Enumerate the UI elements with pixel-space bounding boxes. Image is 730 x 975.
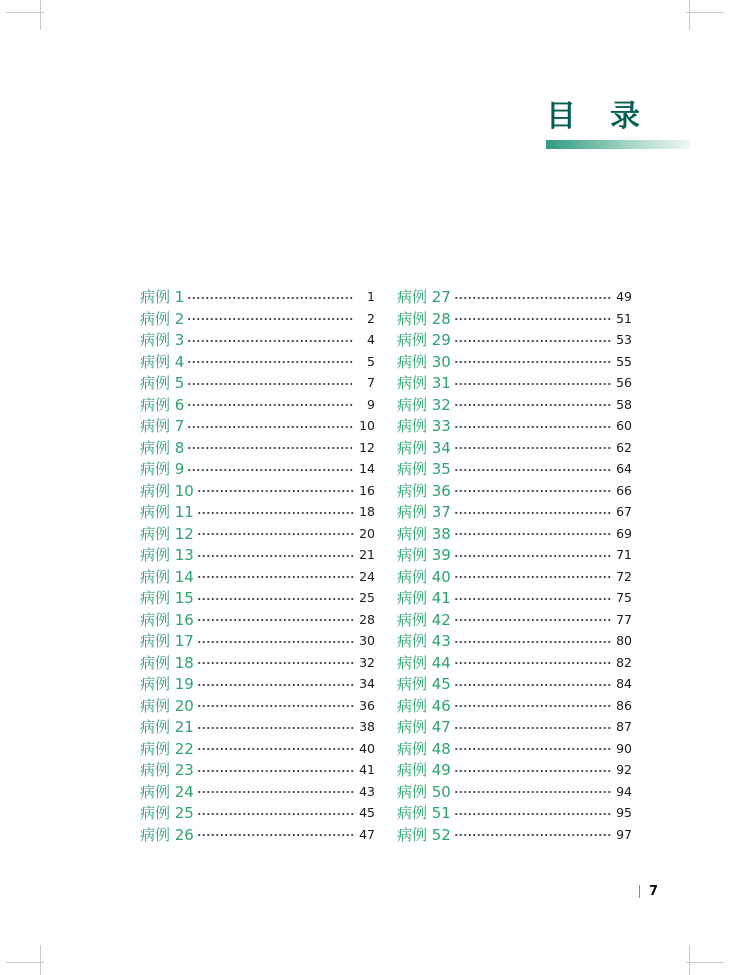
toc-entry-label: 病例 17 (140, 632, 194, 651)
toc-entry (140, 587, 375, 609)
toc-entry (140, 523, 375, 545)
crop-mark-bottom-right-horizontal (686, 962, 724, 963)
toc-entry-page: 10 (359, 418, 375, 434)
dot-leader (454, 551, 611, 561)
toc-entry-page: 67 (616, 504, 632, 520)
footer-divider (639, 885, 640, 898)
toc-column-right (397, 286, 632, 845)
toc-entry (397, 523, 632, 545)
toc-entry-page: 51 (616, 310, 632, 326)
toc-entry-page: 80 (616, 633, 632, 649)
dot-leader (454, 400, 611, 410)
dot-leader (197, 680, 354, 690)
toc-entry (397, 329, 632, 351)
toc-entry-page: 12 (359, 439, 375, 455)
toc-entry-page: 21 (359, 547, 375, 563)
dot-leader (454, 594, 611, 604)
toc-entry (140, 738, 375, 760)
toc-entry-page: 34 (359, 676, 375, 692)
toc-entry-page: 4 (367, 332, 375, 348)
toc-entry-label: 病例 44 (397, 653, 451, 672)
toc-entry (397, 802, 632, 824)
dot-leader (197, 787, 354, 797)
crop-mark-top-left-horizontal (6, 12, 44, 13)
toc-entry-page: 38 (359, 719, 375, 735)
toc-entry (397, 587, 632, 609)
toc-entry-label: 病例 38 (397, 524, 451, 543)
dot-leader (454, 809, 611, 819)
toc-entry-page: 95 (616, 805, 632, 821)
toc-entry-label: 病例 6 (140, 395, 185, 414)
crop-mark-bottom-right-vertical (689, 945, 690, 975)
toc-entry (397, 308, 632, 330)
toc-entry-label: 病例 46 (397, 696, 451, 715)
toc-entry (140, 673, 375, 695)
toc-entry (397, 566, 632, 588)
toc-entry (140, 372, 375, 394)
toc-entry-page: 25 (359, 590, 375, 606)
dot-leader (187, 357, 354, 367)
toc-entry (397, 480, 632, 502)
toc-entry-label: 病例 19 (140, 675, 194, 694)
dot-leader (454, 336, 611, 346)
toc-entry-label: 病例 16 (140, 610, 194, 629)
toc-entry-page: 1 (367, 289, 375, 305)
toc-column-left (140, 286, 375, 845)
toc-entry-page: 62 (616, 439, 632, 455)
toc-entry-page: 40 (359, 740, 375, 756)
toc-entry-label: 病例 32 (397, 395, 451, 414)
toc-entry-label: 病例 39 (397, 546, 451, 565)
toc-entry-label: 病例 24 (140, 782, 194, 801)
toc-entry-label: 病例 49 (397, 761, 451, 780)
toc-entry-label: 病例 35 (397, 460, 451, 479)
dot-leader (197, 701, 354, 711)
dot-leader (454, 486, 611, 496)
toc-entry (140, 329, 375, 351)
crop-mark-bottom-left-horizontal (6, 962, 44, 963)
toc-entry (397, 716, 632, 738)
toc-entry-label: 病例 30 (397, 352, 451, 371)
toc-entry-label: 病例 31 (397, 374, 451, 393)
toc-entry-page: 2 (367, 310, 375, 326)
dot-leader (197, 508, 354, 518)
dot-leader (197, 594, 354, 604)
toc-entry-page: 36 (359, 697, 375, 713)
toc-entry (140, 394, 375, 416)
toc-entry-label: 病例 2 (140, 309, 185, 328)
toc-entry-page: 64 (616, 461, 632, 477)
dot-leader (187, 336, 354, 346)
toc-entry (397, 286, 632, 308)
dot-leader (197, 529, 354, 539)
toc-entry-page: 43 (359, 783, 375, 799)
dot-leader (197, 551, 354, 561)
dot-leader (454, 744, 611, 754)
toc-entry-page: 87 (616, 719, 632, 735)
dot-leader (187, 443, 354, 453)
toc-entry (140, 802, 375, 824)
toc-entry-page: 53 (616, 332, 632, 348)
toc-entry-page: 97 (616, 826, 632, 842)
toc-entry-page: 72 (616, 568, 632, 584)
toc-entry-page: 86 (616, 697, 632, 713)
toc-entry (397, 673, 632, 695)
dot-leader (187, 293, 354, 303)
toc-entry-label: 病例 15 (140, 589, 194, 608)
toc-entry (397, 652, 632, 674)
toc-entry (397, 372, 632, 394)
toc-entry-page: 56 (616, 375, 632, 391)
dot-leader (454, 314, 611, 324)
toc-entry (140, 566, 375, 588)
toc-entry (140, 609, 375, 631)
toc-entry (397, 609, 632, 631)
toc-entry-label: 病例 22 (140, 739, 194, 758)
toc-entry (397, 759, 632, 781)
toc-entry-page: 75 (616, 590, 632, 606)
toc-entry (397, 415, 632, 437)
toc-entry-page: 41 (359, 762, 375, 778)
toc-entry-page: 55 (616, 353, 632, 369)
dot-leader (454, 830, 611, 840)
dot-leader (197, 615, 354, 625)
toc-entry (397, 544, 632, 566)
toc-entry-label: 病例 43 (397, 632, 451, 651)
toc-entry-label: 病例 51 (397, 804, 451, 823)
toc-entry (397, 630, 632, 652)
toc-entry (397, 501, 632, 523)
toc-entry-page: 47 (359, 826, 375, 842)
toc-entry (140, 759, 375, 781)
toc-entry (397, 458, 632, 480)
toc-entry-page: 14 (359, 461, 375, 477)
toc-entry (140, 351, 375, 373)
toc-entry (140, 437, 375, 459)
toc-entry-page: 58 (616, 396, 632, 412)
toc-entry (140, 824, 375, 846)
page-title: 目 录 (546, 99, 642, 134)
toc-entry-page: 32 (359, 654, 375, 670)
dot-leader (454, 658, 611, 668)
toc-entry-page: 82 (616, 654, 632, 670)
dot-leader (454, 422, 611, 432)
toc-entry-page: 28 (359, 611, 375, 627)
toc-entry (397, 695, 632, 717)
dot-leader (197, 658, 354, 668)
toc-entry (140, 695, 375, 717)
toc-entry-label: 病例 28 (397, 309, 451, 328)
toc-entry-label: 病例 1 (140, 288, 185, 307)
toc-entry-label: 病例 5 (140, 374, 185, 393)
toc-entry-label: 病例 10 (140, 481, 194, 500)
toc-entry-label: 病例 7 (140, 417, 185, 436)
toc-entry (397, 394, 632, 416)
table-of-contents (140, 286, 632, 845)
dot-leader (187, 422, 354, 432)
dot-leader (197, 744, 354, 754)
toc-entry-label: 病例 13 (140, 546, 194, 565)
toc-entry (140, 415, 375, 437)
toc-entry (140, 458, 375, 480)
dot-leader (454, 701, 611, 711)
toc-entry-label: 病例 42 (397, 610, 451, 629)
dot-leader (454, 615, 611, 625)
crop-mark-top-right-vertical (689, 0, 690, 30)
dot-leader (454, 443, 611, 453)
toc-entry-page: 69 (616, 525, 632, 541)
toc-entry-label: 病例 37 (397, 503, 451, 522)
toc-entry-page: 5 (367, 353, 375, 369)
toc-entry-label: 病例 45 (397, 675, 451, 694)
toc-entry-page: 94 (616, 783, 632, 799)
toc-entry-page: 49 (616, 289, 632, 305)
title-underline-bar (546, 140, 690, 149)
toc-entry (397, 437, 632, 459)
toc-entry-label: 病例 14 (140, 567, 194, 586)
dot-leader (454, 572, 611, 582)
toc-entry (140, 630, 375, 652)
dot-leader (187, 465, 354, 475)
toc-entry-page: 92 (616, 762, 632, 778)
toc-entry-page: 9 (367, 396, 375, 412)
toc-entry-label: 病例 34 (397, 438, 451, 457)
toc-entry-page: 84 (616, 676, 632, 692)
toc-entry-label: 病例 36 (397, 481, 451, 500)
dot-leader (197, 723, 354, 733)
page-footer (639, 884, 658, 899)
toc-entry-page: 16 (359, 482, 375, 498)
toc-entry-label: 病例 33 (397, 417, 451, 436)
toc-entry-label: 病例 41 (397, 589, 451, 608)
dot-leader (454, 529, 611, 539)
dot-leader (454, 723, 611, 733)
dot-leader (197, 572, 354, 582)
toc-entry-page: 18 (359, 504, 375, 520)
toc-entry-page: 24 (359, 568, 375, 584)
toc-entry-label: 病例 8 (140, 438, 185, 457)
dot-leader (454, 787, 611, 797)
dot-leader (197, 830, 354, 840)
toc-entry (397, 351, 632, 373)
title-block (546, 100, 690, 149)
toc-entry-page: 45 (359, 805, 375, 821)
toc-entry-label: 病例 18 (140, 653, 194, 672)
dot-leader (454, 379, 611, 389)
dot-leader (454, 465, 611, 475)
dot-leader (197, 766, 354, 776)
toc-entry-label: 病例 47 (397, 718, 451, 737)
dot-leader (454, 357, 611, 367)
toc-entry-label: 病例 20 (140, 696, 194, 715)
toc-entry-label: 病例 25 (140, 804, 194, 823)
crop-mark-top-left-vertical (40, 0, 41, 30)
crop-mark-top-right-horizontal (686, 12, 724, 13)
toc-entry-page: 20 (359, 525, 375, 541)
toc-entry-label: 病例 40 (397, 567, 451, 586)
toc-entry (140, 286, 375, 308)
toc-entry-label: 病例 4 (140, 352, 185, 371)
dot-leader (187, 400, 354, 410)
dot-leader (454, 508, 611, 518)
toc-entry (140, 501, 375, 523)
dot-leader (454, 680, 611, 690)
dot-leader (197, 486, 354, 496)
toc-entry-page: 60 (616, 418, 632, 434)
toc-entry-label: 病例 29 (397, 331, 451, 350)
toc-entry-page: 90 (616, 740, 632, 756)
toc-entry (140, 308, 375, 330)
toc-entry-page: 77 (616, 611, 632, 627)
crop-mark-bottom-left-vertical (40, 945, 41, 975)
toc-entry-page: 71 (616, 547, 632, 563)
toc-entry-label: 病例 27 (397, 288, 451, 307)
toc-entry-label: 病例 11 (140, 503, 194, 522)
toc-entry-label: 病例 21 (140, 718, 194, 737)
toc-entry (140, 716, 375, 738)
dot-leader (187, 379, 354, 389)
dot-leader (187, 314, 354, 324)
toc-entry-page: 7 (367, 375, 375, 391)
toc-entry-label: 病例 3 (140, 331, 185, 350)
toc-entry-label: 病例 23 (140, 761, 194, 780)
dot-leader (454, 637, 611, 647)
toc-entry-page: 66 (616, 482, 632, 498)
toc-entry-label: 病例 52 (397, 825, 451, 844)
toc-entry (397, 781, 632, 803)
toc-entry (140, 781, 375, 803)
toc-entry (140, 480, 375, 502)
dot-leader (454, 766, 611, 776)
dot-leader (197, 809, 354, 819)
toc-entry-page: 30 (359, 633, 375, 649)
toc-entry (140, 544, 375, 566)
toc-entry-label: 病例 26 (140, 825, 194, 844)
page-number: 7 (648, 884, 658, 899)
toc-entry (140, 652, 375, 674)
toc-entry-label: 病例 12 (140, 524, 194, 543)
dot-leader (197, 637, 354, 647)
toc-entry-label: 病例 50 (397, 782, 451, 801)
toc-entry (397, 824, 632, 846)
toc-entry (397, 738, 632, 760)
toc-entry-label: 病例 48 (397, 739, 451, 758)
dot-leader (454, 293, 611, 303)
toc-entry-label: 病例 9 (140, 460, 185, 479)
